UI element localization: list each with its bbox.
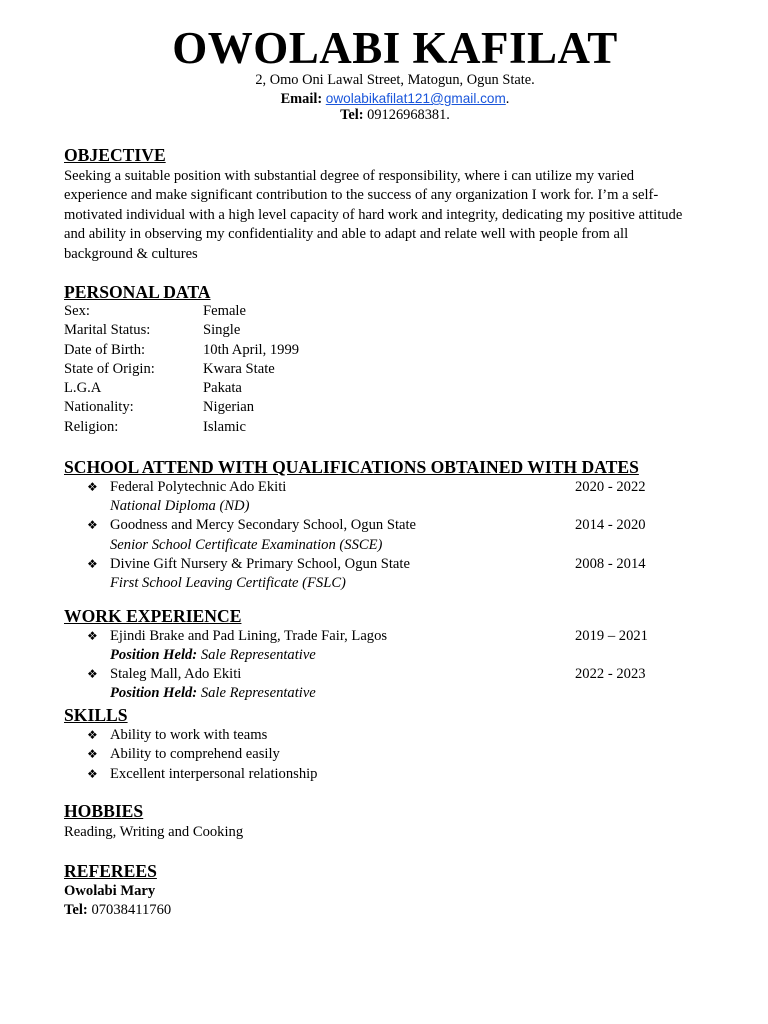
school-dates: 2008 - 2014 bbox=[575, 556, 646, 572]
skill-item: Ability to work with teams bbox=[110, 727, 268, 743]
school-name: Divine Gift Nursery & Primary School, Ogun State bbox=[110, 556, 410, 572]
school-name: Goodness and Mercy Secondary School, Ogun State bbox=[110, 517, 417, 533]
skill-item: Excellent interpersonal relationship bbox=[110, 766, 318, 782]
bullet-icon: ❖ bbox=[87, 747, 98, 761]
address: 2, Omo Oni Lawal Street, Matogun, Ogun State. bbox=[255, 72, 535, 88]
personal-label: Sex: bbox=[64, 303, 90, 319]
bullet-icon: ❖ bbox=[87, 629, 98, 643]
personal-label: Marital Status: bbox=[64, 322, 151, 338]
hobbies-heading: HOBBIES bbox=[64, 801, 144, 821]
bullet-icon: ❖ bbox=[87, 728, 98, 742]
objective-line: Seeking a suitable position with substantial degree of responsibility, where i can utilize my varied bbox=[64, 168, 635, 184]
personal-value: Islamic bbox=[203, 419, 246, 435]
tel-label: Tel: bbox=[340, 107, 364, 123]
work-experience-heading: WORK EXPERIENCE bbox=[64, 606, 242, 626]
tel-line bbox=[0, 107, 768, 124]
personal-label: L.G.A bbox=[64, 380, 102, 396]
position-label: Position Held: bbox=[110, 647, 198, 663]
position-label: Position Held: bbox=[110, 685, 198, 701]
personal-label: Nationality: bbox=[64, 399, 134, 415]
personal-label: Date of Birth: bbox=[64, 342, 146, 358]
schools-heading: SCHOOL ATTEND WITH QUALIFICATIONS OBTAINED WITH DATES bbox=[64, 457, 639, 477]
bullet-icon: ❖ bbox=[87, 518, 98, 532]
objective-line: motivated individual with a high level capacity of hard work and integrity, dedicating my positive attitude bbox=[64, 206, 683, 223]
objective-text bbox=[64, 167, 726, 264]
referee-tel bbox=[64, 901, 171, 920]
bullet-icon: ❖ bbox=[87, 557, 98, 571]
school-dates: 2020 - 2022 bbox=[575, 479, 646, 495]
bullet-icon: ❖ bbox=[87, 667, 98, 681]
personal-value: 10th April, 1999 bbox=[203, 342, 300, 358]
skill-item: Ability to comprehend easily bbox=[110, 746, 280, 762]
personal-value: Female bbox=[203, 303, 246, 319]
position-value: Sale Representative bbox=[200, 647, 316, 663]
work-dates: 2019 – 2021 bbox=[575, 628, 648, 644]
email-trailing: . bbox=[505, 91, 510, 107]
position-held bbox=[110, 646, 316, 665]
personal-data-heading: PERSONAL DATA bbox=[64, 282, 211, 302]
school-dates: 2014 - 2020 bbox=[575, 517, 646, 533]
objective-line: and ability in observing my confidentiality and able to adapt and relate well with people from all bbox=[64, 226, 629, 243]
skills-heading: SKILLS bbox=[64, 705, 128, 725]
referee-name: Owolabi Mary bbox=[64, 883, 156, 899]
personal-label: State of Origin: bbox=[64, 361, 155, 377]
personal-value: Nigerian bbox=[203, 399, 255, 415]
referee-tel-label: Tel: bbox=[64, 902, 88, 918]
referee-tel-value: 07038411760 bbox=[91, 902, 172, 918]
email-line bbox=[0, 90, 768, 108]
work-dates: 2022 - 2023 bbox=[575, 666, 646, 682]
personal-value: Kwara State bbox=[203, 361, 275, 377]
email-label: Email: bbox=[280, 91, 323, 107]
position-value: Sale Representative bbox=[200, 685, 316, 701]
referees-heading: REFEREES bbox=[64, 861, 157, 881]
position-held bbox=[110, 684, 316, 703]
personal-label: Religion: bbox=[64, 419, 119, 435]
email-link[interactable]: owolabikafilat121@gmail.com bbox=[325, 91, 506, 106]
hobbies-text: Reading, Writing and Cooking bbox=[64, 824, 244, 840]
personal-value: Pakata bbox=[203, 380, 242, 396]
objective-heading: OBJECTIVE bbox=[64, 145, 166, 165]
employer-name: Ejindi Brake and Pad Lining, Trade Fair, Lagos bbox=[110, 628, 388, 644]
bullet-icon: ❖ bbox=[87, 480, 98, 494]
school-qualification: First School Leaving Certificate (FSLC) bbox=[110, 575, 346, 591]
bullet-icon: ❖ bbox=[87, 767, 98, 781]
employer-name: Staleg Mall, Ado Ekiti bbox=[110, 666, 242, 682]
candidate-name: OWOLABI KAFILAT bbox=[172, 23, 618, 73]
personal-value: Single bbox=[203, 322, 241, 338]
objective-line: background & cultures bbox=[64, 245, 198, 262]
school-name: Federal Polytechnic Ado Ekiti bbox=[110, 479, 287, 495]
tel-value: 09126968381. bbox=[367, 107, 450, 123]
school-qualification: National Diploma (ND) bbox=[110, 498, 250, 514]
school-qualification: Senior School Certificate Examination (SSCE) bbox=[110, 537, 383, 553]
objective-line: experience and make significant contribution to the success of any organization I work for. I’m a self- bbox=[64, 187, 659, 204]
